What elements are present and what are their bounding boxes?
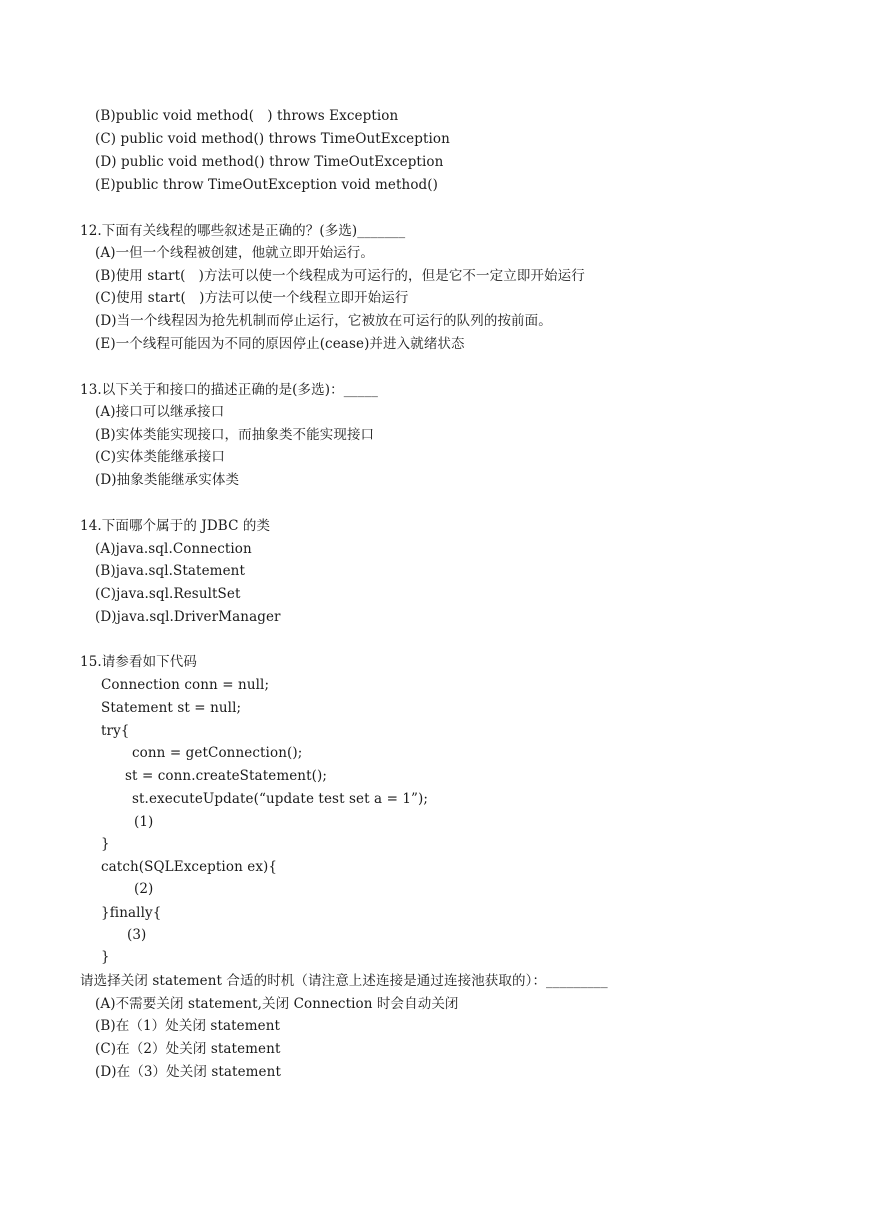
q14-option-b: (B)java.sql.Statement — [95, 563, 245, 579]
q15-option-a: (A)不需要关闭 statement,关闭 Connection 时会自动关闭 — [95, 996, 459, 1012]
q15-option-d: (D)在（3）处关闭 statement — [95, 1064, 281, 1080]
code-line: Connection conn = null; — [101, 677, 270, 693]
q12-option-e: (E)一个线程可能因为不同的原因停止(cease)并进入就绪状态 — [95, 336, 465, 352]
q14-option-c: (C)java.sql.ResultSet — [95, 586, 241, 602]
q13-option-a: (A)接口可以继承接口 — [95, 404, 225, 420]
q12-option-a: (A)一但一个线程被创建，他就立即开始运行。 — [95, 245, 374, 261]
code-line: conn = getConnection(); — [132, 745, 303, 761]
q11-option-e: (E)public throw TimeOutException void method() — [95, 177, 439, 193]
q13-question: 13.以下关于和接口的描述正确的是(多选)：_____ — [80, 382, 378, 398]
q12-option-c: (C)使用 start( )方法可以使一个线程立即开始运行 — [95, 290, 409, 306]
code-line: st.executeUpdate(“update test set a = 1”); — [132, 791, 429, 807]
q13-option-b: (B)实体类能实现接口，而抽象类不能实现接口 — [95, 427, 375, 443]
q14-question: 14.下面哪个属于的 JDBC 的类 — [80, 518, 271, 534]
q12-question: 12.下面有关线程的哪些叙述是正确的？(多选)_______ — [80, 223, 406, 239]
code-line: (1) — [134, 814, 154, 830]
q15-question: 15.请参看如下代码 — [80, 654, 197, 670]
q15-option-c: (C)在（2）处关闭 statement — [95, 1041, 281, 1057]
code-line: try{ — [101, 723, 130, 739]
code-line: catch(SQLException ex){ — [101, 859, 278, 875]
code-line: Statement st = null; — [101, 700, 242, 716]
code-line: (3) — [127, 927, 147, 943]
code-line: st = conn.createStatement(); — [125, 768, 328, 784]
q13-option-c: (C)实体类能继承接口 — [95, 449, 225, 465]
q11-option-c: (C) public void method() throws TimeOutException — [95, 131, 450, 147]
q13-option-d: (D)抽象类能继承实体类 — [95, 472, 240, 488]
q11-option-b: (B)public void method( ) throws Exception — [95, 108, 399, 124]
code-line: }finally{ — [101, 905, 162, 921]
q12-option-d: (D)当一个线程因为抢先机制而停止运行，它被放在可运行的队列的按前面。 — [95, 313, 552, 329]
q15-prompt: 请选择关闭 statement 合适的时机（请注意上述连接是通过连接池获取的）：_________ — [80, 973, 608, 989]
q14-option-a: (A)java.sql.Connection — [95, 541, 252, 557]
q15-option-b: (B)在（1）处关闭 statement — [95, 1018, 281, 1034]
q14-option-d: (D)java.sql.DriverManager — [95, 609, 281, 625]
code-line: (2) — [134, 881, 154, 897]
q12-option-b: (B)使用 start( )方法可以使一个线程成为可运行的，但是它不一定立即开始运行 — [95, 268, 585, 284]
q11-option-d: (D) public void method() throw TimeOutException — [95, 154, 444, 170]
code-line: } — [101, 949, 110, 965]
code-line: } — [101, 836, 110, 852]
